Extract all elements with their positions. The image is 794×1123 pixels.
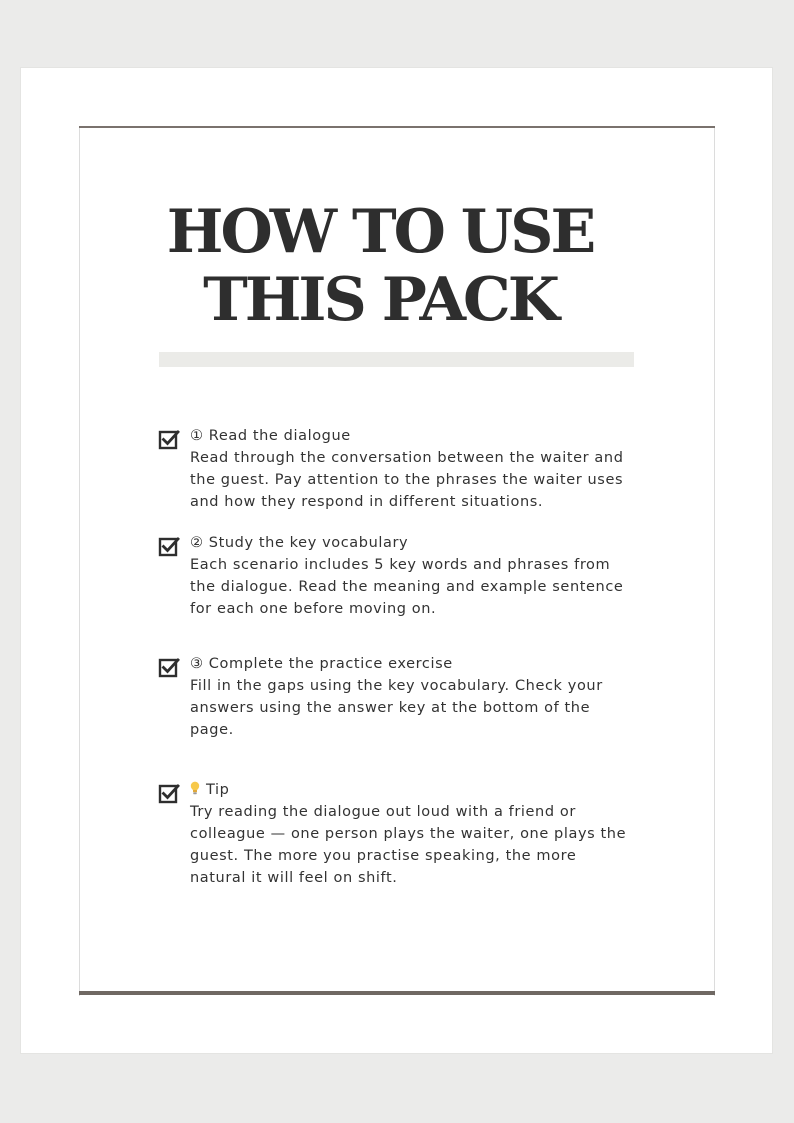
step-text: [190, 779, 695, 889]
step-body-line: for each one before moving on.: [190, 601, 437, 617]
step-body-line: answers using the answer key at the bottom of the: [190, 700, 591, 716]
step-body-line: the dialogue. Read the meaning and example sentence: [190, 579, 624, 595]
step-body-line: Each scenario includes 5 key words and phrases from: [190, 557, 611, 573]
title-line-1: HOW TO USE: [166, 197, 594, 267]
step-body-line: the guest. Pay attention to the phrases the waiter uses: [190, 472, 624, 488]
checkbox-checked-icon: [158, 535, 180, 557]
title-line-2: THIS PACK: [203, 265, 557, 335]
step-text: [190, 425, 695, 513]
step-heading: ② Study the key vocabulary: [190, 535, 409, 551]
step-text: [190, 653, 695, 741]
bottom-rule: [79, 991, 715, 995]
top-rule: [79, 126, 715, 128]
step-body-line: Try reading the dialogue out loud with a friend or: [190, 804, 576, 820]
step-heading: ③ Complete the practice exercise: [190, 656, 453, 672]
step-heading: ① Read the dialogue: [190, 428, 351, 444]
lightbulb-icon: [190, 781, 200, 795]
page-title: [120, 198, 640, 334]
step-body-line: natural it will feel on shift.: [190, 870, 398, 886]
checkbox-checked-icon: [158, 428, 180, 450]
step-body-line: Fill in the gaps using the key vocabulary. Check your: [190, 678, 603, 694]
step-body-line: and how they respond in different situations.: [190, 494, 544, 510]
step-heading: [190, 779, 695, 801]
checkbox-checked-icon: [158, 656, 180, 678]
step-text: [190, 532, 695, 620]
checkbox-checked-icon: [158, 782, 180, 804]
step-body-line: page.: [190, 722, 234, 738]
step-body-line: colleague — one person plays the waiter, one plays the: [190, 826, 627, 842]
step-body-line: guest. The more you practise speaking, the more: [190, 848, 577, 864]
tip-label: Tip: [206, 782, 230, 798]
step-body-line: Read through the conversation between the waiter and: [190, 450, 624, 466]
title-underline-bar: [159, 352, 634, 367]
